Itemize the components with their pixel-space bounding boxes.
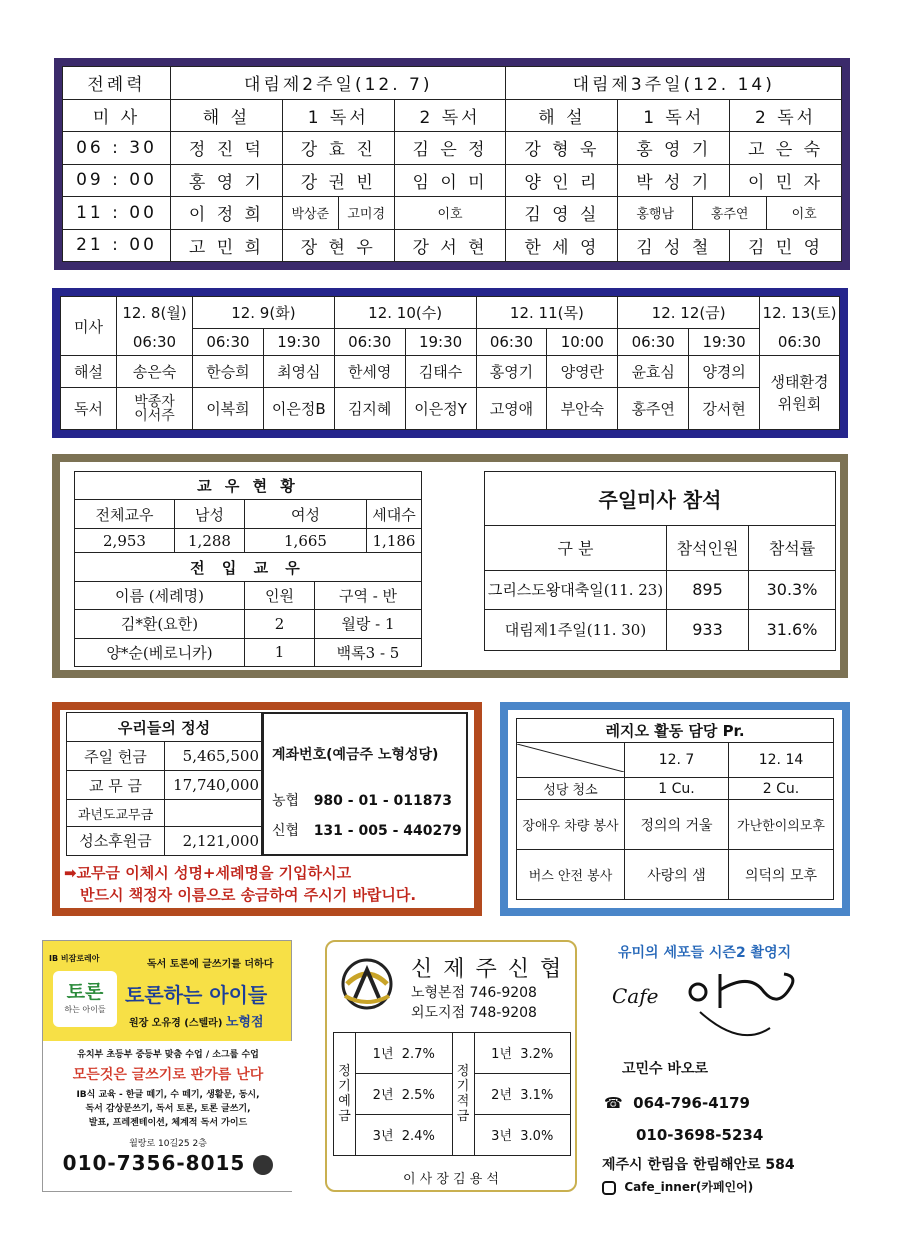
row-label: 독서 <box>61 388 117 430</box>
row-label: 해설 <box>61 356 117 388</box>
name-cell: 윤효심 <box>618 356 689 388</box>
director: 원장 오유경 (스텔라) <box>129 1018 223 1029</box>
credit-union-logo-icon <box>335 956 399 1012</box>
ad-slogan: 모든것은 글쓰기로 판가름 난다 <box>72 1067 264 1083</box>
name-cell: 강서현 <box>689 388 760 430</box>
split-cell <box>618 197 842 230</box>
value-cell: 30.3% <box>749 570 836 609</box>
savings-label: 정 기 적 금 <box>452 1033 474 1156</box>
rate: 2.4% <box>401 1129 435 1145</box>
name-cell: 이 민 자 <box>730 164 842 197</box>
date-cell: 12. 10(수) <box>334 297 476 329</box>
ib-label: IB 비잠로레아 <box>49 954 100 963</box>
mass-time: 09 : 00 <box>63 164 171 197</box>
time-cell: 06:30 <box>334 328 405 355</box>
diagonal-line <box>517 744 624 772</box>
logo <box>53 971 117 1027</box>
col-header: 해 설 <box>506 99 618 132</box>
logo-sub: 하는 아이들 <box>64 1005 106 1014</box>
notice-line: ➡교무금 이체시 성명+세례명을 기입하시고 <box>64 864 352 882</box>
value-cell: 1,665 <box>245 528 367 553</box>
name-cell: 김 성 철 <box>618 229 730 262</box>
name-cell: 정 진 덕 <box>171 132 283 165</box>
name-cell: 강 효 진 <box>282 132 394 165</box>
saturday-group: 생태환경 위원회 <box>760 356 840 430</box>
label-cell: 주일 헌금 <box>67 742 165 771</box>
table-row <box>63 197 842 230</box>
date-cell: 12. 12(금) <box>618 297 760 329</box>
time-cell: 06:30 <box>760 328 840 355</box>
value-cell: 1 <box>245 638 315 666</box>
credit-union-name: 신 제 주 신 협 <box>411 957 564 982</box>
attendance-table <box>484 471 836 651</box>
value-cell: 1,288 <box>175 528 245 553</box>
value-cell: 정의의 거울 <box>625 800 729 850</box>
amount-cell: 2,121,000 <box>165 826 262 855</box>
table-row <box>63 132 842 165</box>
name-cell: 김 은 정 <box>394 132 506 165</box>
name-cell: 장 현 우 <box>282 229 394 262</box>
time-cell: 19:30 <box>263 328 334 355</box>
name-cell: 홍영기 <box>476 356 547 388</box>
name-cell: 양*순(베로니카) <box>75 638 245 666</box>
col-header: 구 분 <box>485 526 667 571</box>
liturgy-roles-table <box>62 66 842 262</box>
name-cell: 송은숙 <box>117 356 193 388</box>
transfer-notice <box>64 862 416 906</box>
time-cell: 06:30 <box>193 328 264 355</box>
ad-tagline: 독서 토론에 글쓰기를 더하다 <box>147 959 274 970</box>
name-cell: 이은정B <box>263 388 334 430</box>
account-number[interactable]: 980 - 01 - 011873 <box>313 793 452 809</box>
col-header: 남성 <box>175 500 245 528</box>
instagram-handle[interactable]: Cafe_inner(카페인어) <box>624 1180 754 1194</box>
name-cell: 김 민 영 <box>730 229 842 262</box>
term: 3년 <box>372 1129 394 1145</box>
rate: 3.0% <box>520 1129 554 1145</box>
time-cell: 06:30 <box>117 328 193 355</box>
members-table <box>74 471 422 667</box>
mass-time: 21 : 00 <box>63 229 171 262</box>
col-header: 참석인원 <box>667 526 749 571</box>
cafe-logo-icon <box>680 968 830 1058</box>
table-row <box>63 229 842 262</box>
liturgy-roles-frame <box>54 58 850 270</box>
split-cell <box>282 197 394 230</box>
name-cell: 한세영 <box>334 356 405 388</box>
col-header: 2 독서 <box>394 99 506 132</box>
row-label: 미사 <box>61 297 117 356</box>
amount-cell: 5,465,500 <box>165 742 262 771</box>
value-cell: 2 Cu. <box>729 778 834 800</box>
stats-frame <box>52 454 848 678</box>
value-cell: 2,953 <box>75 528 175 553</box>
name-cell: 박종자 이서주 <box>117 388 193 430</box>
diagonal-cell <box>517 742 625 778</box>
mass-time: 06 : 30 <box>63 132 171 165</box>
time-cell: 06:30 <box>618 328 689 355</box>
debate-academy-ad <box>42 940 292 1192</box>
label-cell: 과년도교무금 <box>67 800 165 826</box>
rate: 3.1% <box>520 1088 554 1104</box>
name-cell: 이 정 희 <box>171 197 283 230</box>
date-cell: 12. 8(월) <box>117 297 193 329</box>
ad-body <box>43 1041 293 1191</box>
value-cell: 백록3 - 5 <box>315 638 422 666</box>
offering-frame <box>52 702 482 916</box>
rate: 3.2% <box>520 1047 554 1063</box>
table-row <box>485 609 836 650</box>
offering-table <box>66 712 262 856</box>
name-cell: 이호 <box>394 197 506 230</box>
account-title: 계좌번호(예금주 노형성당) <box>272 747 439 763</box>
amount-cell: 17,740,000 <box>165 771 262 800</box>
term: 2년 <box>372 1088 394 1104</box>
col-header: 인원 <box>245 581 315 609</box>
name-cell: 박상준 <box>283 197 338 229</box>
header-cell: 대림제2주일(12. 7) <box>171 67 506 100</box>
name-cell: 강 형 욱 <box>506 132 618 165</box>
col-header: 미 사 <box>63 99 171 132</box>
deposit-label: 정 기 예 금 <box>334 1033 356 1156</box>
section-title: 우리들의 정성 <box>67 713 262 742</box>
name-cell: 최영심 <box>263 356 334 388</box>
header-cell: 전례력 <box>63 67 171 100</box>
name-cell: 고 은 숙 <box>730 132 842 165</box>
academy-name: 토론하는 아이들 <box>125 983 268 1007</box>
date-cell: 12. 14 <box>729 742 834 778</box>
cafe-owner: 고민수 바오로 <box>622 1061 709 1077</box>
name-cell: 고 민 희 <box>171 229 283 262</box>
value-cell: 2 <box>245 610 315 638</box>
name-cell: 양경의 <box>689 356 760 388</box>
term: 3년 <box>491 1129 513 1145</box>
cafe-ad <box>598 940 858 1200</box>
name-cell: 강 권 빈 <box>282 164 394 197</box>
weekday-mass-frame <box>52 288 848 438</box>
name-cell: 박 성 기 <box>618 164 730 197</box>
date-cell: 12. 11(목) <box>476 297 618 329</box>
name-cell: 이호 <box>791 207 817 223</box>
instagram-icon <box>602 1181 616 1195</box>
table-row <box>75 638 422 666</box>
ad-address: 월랑로 10길25 2층 <box>129 1139 207 1149</box>
credit-union-ad <box>325 940 577 1192</box>
bank-account-box <box>262 712 468 856</box>
program-details: IB식 교육 - 한글 떼기, 수 떼기, 생활문, 동시, 독서 감상문쓰기, 독서 토론, 토론 글쓰기, 발표, 프레젠테이션, 체계적 독서 가이드 <box>76 1090 260 1128</box>
value-cell: 월랑 - 1 <box>315 610 422 638</box>
name-cell: 김*환(요한) <box>75 610 245 638</box>
value-cell: 31.6% <box>749 609 836 650</box>
legio-table <box>516 718 834 900</box>
event-cell: 그리스도왕대축일(11. 23) <box>485 570 667 609</box>
date-cell: 12. 9(화) <box>193 297 335 329</box>
col-header: 참석률 <box>749 526 836 571</box>
name-cell: 김지혜 <box>334 388 405 430</box>
name-cell: 고영애 <box>476 388 547 430</box>
phone-icon: ☎ <box>604 1094 623 1112</box>
value-cell: 사랑의 샘 <box>625 850 729 900</box>
value-cell: 933 <box>667 609 749 650</box>
col-header: 해 설 <box>171 99 283 132</box>
bank-name: 신협 <box>272 823 300 839</box>
ad-phone[interactable]: 010-7356-8015 <box>62 1151 246 1175</box>
name-cell: 이복희 <box>193 388 264 430</box>
rate: 2.5% <box>401 1088 435 1104</box>
account-number[interactable]: 131 - 005 - 440279 <box>313 823 462 839</box>
chat-icon <box>253 1155 273 1175</box>
header-cell: 대림제3주일(12. 14) <box>506 67 842 100</box>
value-cell: 의덕의 모후 <box>729 850 834 900</box>
time-cell: 06:30 <box>476 328 547 355</box>
value-cell: 1,186 <box>367 528 422 553</box>
weekday-mass-table <box>60 296 840 430</box>
table-row <box>63 164 842 197</box>
name-cell: 고미경 <box>347 207 386 223</box>
name-cell: 임 이 미 <box>394 164 506 197</box>
notice-line: 반드시 책정자 이름으로 송금하여 주시기 바랍니다. <box>80 886 417 904</box>
col-header: 2 독서 <box>730 99 842 132</box>
term: 1년 <box>491 1047 513 1063</box>
event-cell: 대림제1주일(11. 30) <box>485 609 667 650</box>
col-header: 구역 - 반 <box>315 581 422 609</box>
section-title: 주일미사 참석 <box>485 472 836 526</box>
label-cell: 교 무 금 <box>67 771 165 800</box>
value-cell: 1 Cu. <box>625 778 729 800</box>
rate: 2.7% <box>401 1047 435 1063</box>
name-cell: 한 세 영 <box>506 229 618 262</box>
name-cell: 홍 영 기 <box>618 132 730 165</box>
name-cell: 한승희 <box>193 356 264 388</box>
time-cell: 10:00 <box>547 328 618 355</box>
value-cell: 가난한이의모후 <box>729 800 834 850</box>
col-header: 전체교우 <box>75 500 175 528</box>
cafe-heading: 유미의 세포들 시즌2 촬영지 <box>618 945 792 961</box>
col-header: 세대수 <box>367 500 422 528</box>
section-title: 전 입 교 우 <box>75 553 422 581</box>
table-row <box>485 570 836 609</box>
col-header: 1 독서 <box>282 99 394 132</box>
task-cell: 장애우 차량 봉사 <box>517 800 625 850</box>
date-cell: 12. 13(토) <box>760 297 840 329</box>
col-header: 1 독서 <box>618 99 730 132</box>
name-cell: 부안숙 <box>547 388 618 430</box>
branch-phone[interactable]: 노형본점 746-9208 <box>411 985 537 1001</box>
task-cell: 버스 안전 봉사 <box>517 850 625 900</box>
cafe-address: 제주시 한림읍 한림해안로 584 <box>602 1157 795 1173</box>
label-cell: 성소후원금 <box>67 826 165 855</box>
cafe-mobile[interactable]: 010-3698-5234 <box>636 1126 764 1144</box>
name-cell: 김 영 실 <box>506 197 618 230</box>
amount-cell <box>165 800 262 826</box>
table-row <box>75 610 422 638</box>
name-cell: 홍 영 기 <box>171 164 283 197</box>
interest-rate-table <box>333 1032 571 1156</box>
bank-name: 농협 <box>272 793 300 809</box>
value-cell: 895 <box>667 570 749 609</box>
date-cell: 12. 7 <box>625 742 729 778</box>
col-header: 여성 <box>245 500 367 528</box>
name-cell: 홍행남 <box>618 197 692 229</box>
cafe-phone[interactable]: 064-796-4179 <box>633 1094 750 1112</box>
logo-text: 토론 <box>66 981 104 1003</box>
name-cell: 양영란 <box>547 356 618 388</box>
task-cell: 성당 청소 <box>517 778 625 800</box>
name-cell: 양 인 리 <box>506 164 618 197</box>
name-cell: 강 서 현 <box>394 229 506 262</box>
time-cell: 19:30 <box>405 328 476 355</box>
name-cell: 이은정Y <box>405 388 476 430</box>
term: 2년 <box>491 1088 513 1104</box>
cafe-logo-text: Cafe <box>612 984 659 1008</box>
name-cell: 홍주연 <box>618 388 689 430</box>
section-title: 교 우 현 황 <box>75 472 422 500</box>
col-header: 이름 (세례명) <box>75 581 245 609</box>
section-title: 레지오 활동 담당 Pr. <box>517 719 834 743</box>
class-info: 유치부 초등부 중등부 맞춤 수업 / 소그룹 수업 <box>77 1050 259 1060</box>
time-cell: 19:30 <box>689 328 760 355</box>
legio-frame <box>500 702 850 916</box>
name-cell: 김태수 <box>405 356 476 388</box>
branch-phone[interactable]: 외도지점 748-9208 <box>411 1005 537 1021</box>
chairman: 이 사 장 김 용 석 <box>402 1172 499 1187</box>
branch-name: 노형점 <box>225 1015 264 1030</box>
mass-time: 11 : 00 <box>63 197 171 230</box>
phone-line <box>43 1151 293 1175</box>
name-cell: 홍주연 <box>693 197 767 229</box>
term: 1년 <box>372 1047 394 1063</box>
